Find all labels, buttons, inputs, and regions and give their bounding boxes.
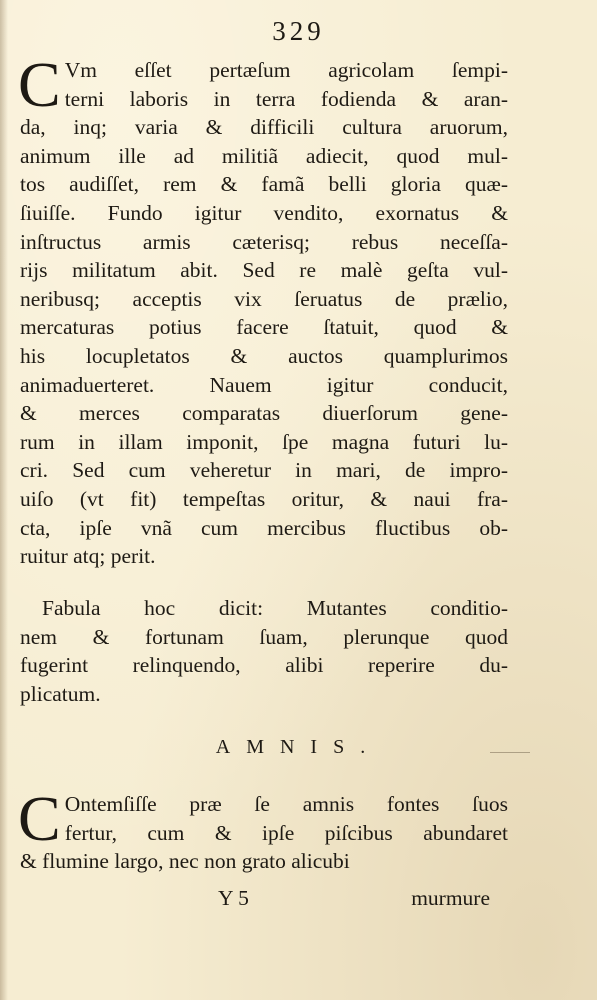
text-line: rum in illam imponit, ſpe magna futuri lu- (20, 429, 508, 454)
text-line: ruitur atq; perit. (20, 544, 156, 569)
text-line: Vm eſſet pertæſum agricolam ſempi- (64, 58, 508, 82)
page-gutter-shadow (0, 0, 8, 1000)
fable-farmer (18, 49, 508, 571)
drop-cap: C (18, 49, 61, 120)
fable-moral (20, 594, 508, 708)
text-line: cta, ipſe vnã cum mercibus fluctibus ob- (20, 515, 508, 540)
text-line: rijs militatum abit. Sed re malè geſta vul- (20, 258, 508, 283)
text-line: tos audiſſet, rem & famã belli gloria quæ- (20, 172, 508, 197)
text-line: inſtructus armis cæterisq; rebus neceſſa- (20, 229, 508, 254)
section-heading: AMNIS. (215, 736, 382, 758)
text-line: da, inq; varia & difficili cultura aruorum, (20, 115, 508, 140)
text-line: terni laboris in terra fodienda & aran- (64, 86, 508, 111)
text-line: & flumine largo, nec non grato alicubi (20, 849, 350, 874)
text-line: animum ille ad militiã adiecit, quod mul- (20, 143, 508, 168)
text-line: cri. Sed cum veheretur in mari, de impro- (20, 458, 508, 483)
text-line: uiſo (vt fit) tempeſtas oritur, & naui fra- (20, 486, 508, 511)
fable-river (18, 783, 508, 876)
text-line: animaduerteret. Nauem igitur conducit, (20, 372, 508, 397)
page-footer (20, 884, 490, 912)
drop-cap: C (18, 783, 61, 854)
text-line: fertur, cum & ipſe piſcibus abundaret (64, 820, 508, 845)
moral-line: Fabula hoc dicit: Mutantes conditio- (42, 596, 508, 620)
moral-line: nem & fortunam ſuam, plerunque quod (20, 624, 508, 649)
moral-line: fugerint relinquendo, alibi reperire du- (20, 653, 508, 678)
page-number: 329 (272, 16, 325, 46)
moral-line: plicatum. (20, 681, 101, 706)
signature-mark: Y 5 (218, 886, 249, 910)
text-line: ſiuiſſe. Fundo igitur vendito, exornatus & (20, 200, 508, 225)
text-line: & merces comparatas diuerſorum gene- (20, 401, 508, 426)
text-line: Ontemſiſſe præ ſe amnis fontes ſuos (64, 792, 508, 816)
ink-mark (490, 752, 530, 753)
text-line: neribusq; acceptis vix ſeruatus de prælio, (20, 286, 508, 311)
text-line: his locupletatos & auctos quamplurimos (20, 343, 508, 368)
text-line: mercaturas potius facere ſtatuit, quod & (20, 315, 508, 340)
catchword: murmure (411, 886, 490, 910)
